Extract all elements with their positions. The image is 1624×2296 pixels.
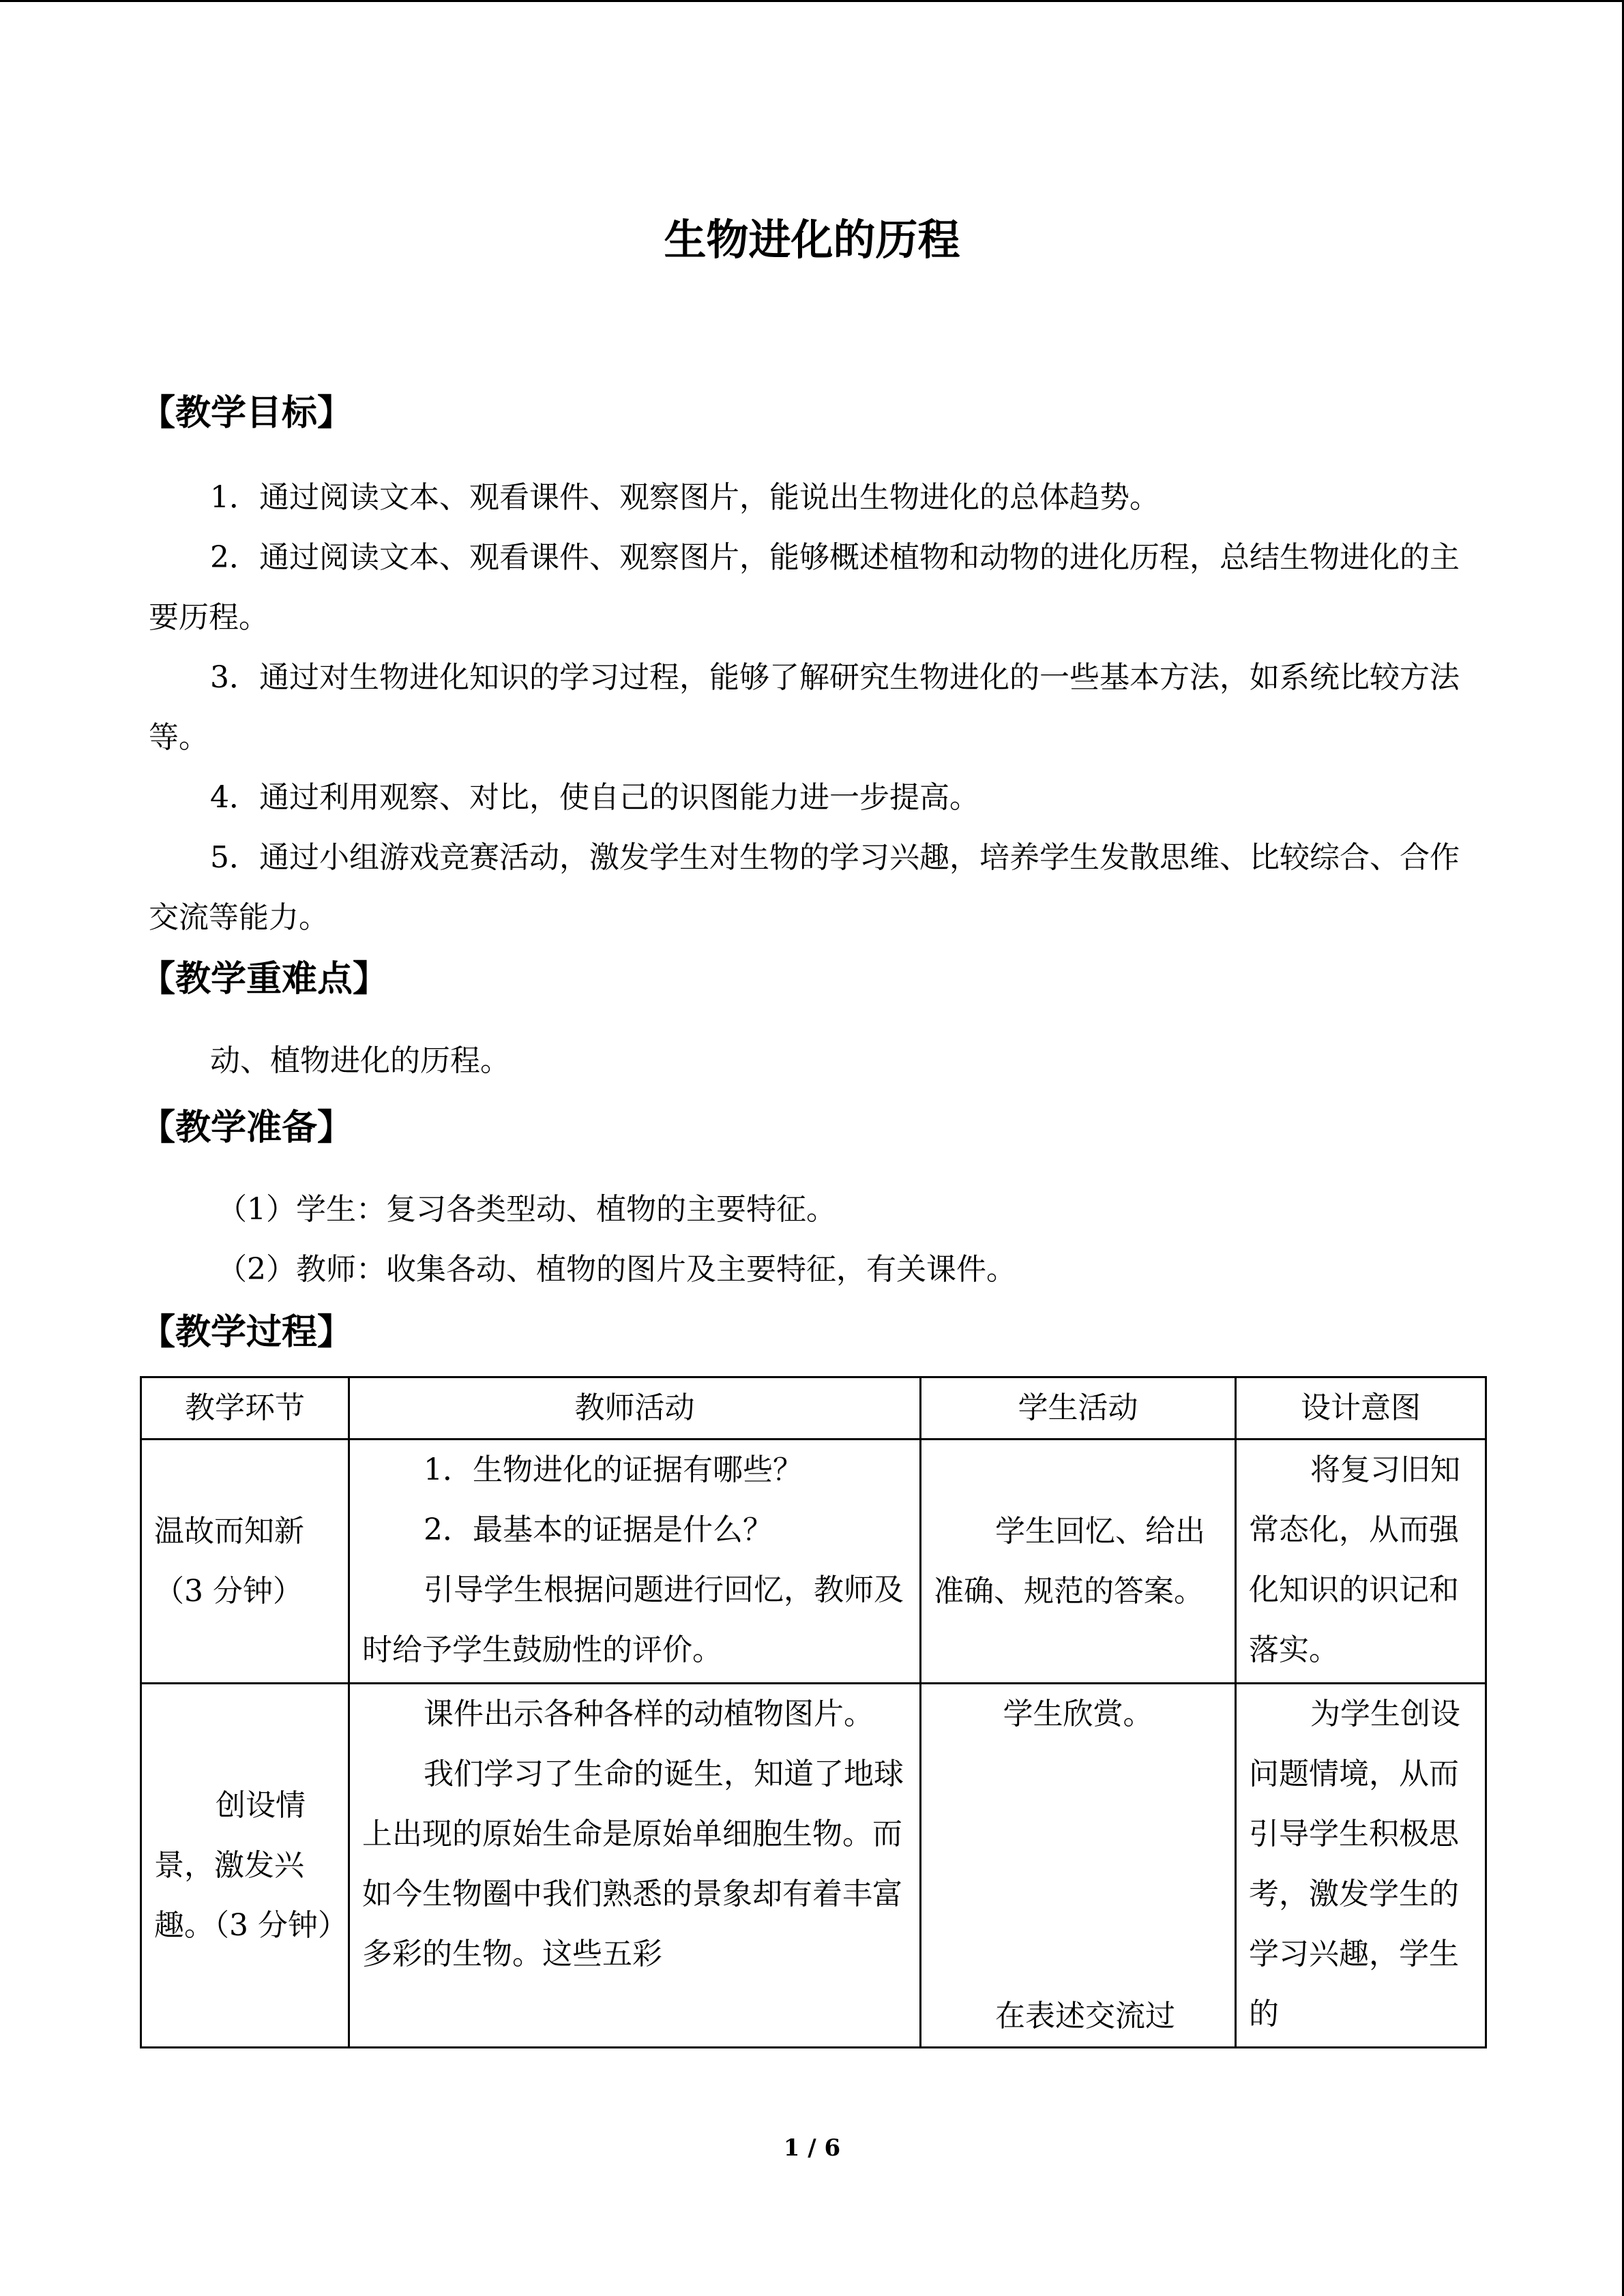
teacher-line: 2．最基本的证据是什么？: [424, 1512, 773, 1547]
student-cell: [921, 1684, 1236, 2048]
objective-item-1: 1．通过阅读文本、观看课件、观察图片，能说出生物进化的总体趋势。: [210, 480, 1160, 515]
student-cell: [921, 1440, 1236, 1684]
stage-cell: [141, 1440, 349, 1684]
process-table: [140, 1376, 1487, 2048]
teacher-cell: [349, 1440, 921, 1684]
teacher-line: 引导学生根据问题进行回忆，教师及时给予学生鼓励性的评价。: [362, 1572, 904, 1667]
objective-item-3: 3．通过对生物进化知识的学习过程，能够了解研究生物进化的一些基本方法，如系统比较方法等。: [149, 660, 1460, 755]
preparation-item-1: （1）学生：复习各类型动、植物的主要特征。: [217, 1192, 836, 1227]
table-header-row: [141, 1377, 1486, 1440]
objective-item-2: 2．通过阅读文本、观看课件、观察图片，能够概述植物和动物的进化历程，总结生物进化的主要历程。: [149, 540, 1460, 635]
student-line: 学生回忆、给出准确、规范的答案。: [934, 1513, 1205, 1609]
intent-cell: [1236, 1440, 1486, 1684]
page-number: 1 / 6: [783, 2134, 841, 2162]
intent-cell: [1236, 1684, 1486, 2048]
header-intent: 设计意图: [1236, 1377, 1486, 1440]
table-row: [141, 1440, 1486, 1684]
objective-item-4: 4．通过利用观察、对比，使自己的识图能力进一步提高。: [210, 780, 979, 815]
page-top-border: [0, 0, 1624, 2]
stage-cell: [141, 1684, 349, 2048]
stage-text: 温故而知新（3 分钟）: [154, 1513, 304, 1609]
student-line: 在表述交流过: [995, 1999, 1175, 2033]
teacher-line: 1．生物进化的证据有哪些？: [424, 1452, 803, 1487]
header-teacher: 教师活动: [349, 1377, 921, 1440]
objective-item-5: 5．通过小组游戏竞赛活动，激发学生对生物的学习兴趣，培养学生发散思维、比较综合、合作交流等能力。: [149, 840, 1460, 935]
objectives-heading: 【教学目标】: [140, 393, 353, 434]
header-student: 学生活动: [921, 1377, 1236, 1440]
student-line: 学生欣赏。: [1003, 1697, 1153, 1731]
preparation-heading: 【教学准备】: [140, 1107, 353, 1148]
key-points-text: 动、植物进化的历程。: [210, 1043, 510, 1078]
page-title: 生物进化的历程: [664, 215, 960, 265]
preparation-item-2: （2）教师：收集各动、植物的图片及主要特征，有关课件。: [217, 1252, 1016, 1287]
table-row: [141, 1684, 1486, 2048]
stage-text: 创设情景，激发兴趣。（3 分钟）: [154, 1787, 348, 1943]
teacher-line: 课件出示各种各样的动植物图片。: [424, 1697, 874, 1731]
header-stage: 教学环节: [141, 1377, 349, 1440]
process-heading: 【教学过程】: [140, 1312, 353, 1353]
teacher-line: 我们学习了生命的诞生，知道了地球上出现的原始生命是原始单细胞生物。而如今生物圈中我们熟悉的景象却有着丰富多彩的生物。这些五彩: [362, 1757, 904, 1971]
teacher-cell: [349, 1684, 921, 2048]
key-points-heading: 【教学重难点】: [140, 959, 389, 1000]
intent-text: 将复习旧知常态化，从而强化知识的识记和落实。: [1249, 1452, 1460, 1667]
intent-text: 为学生创设问题情境，从而引导学生积极思考，激发学生的学习兴趣，学生的: [1249, 1697, 1460, 2031]
